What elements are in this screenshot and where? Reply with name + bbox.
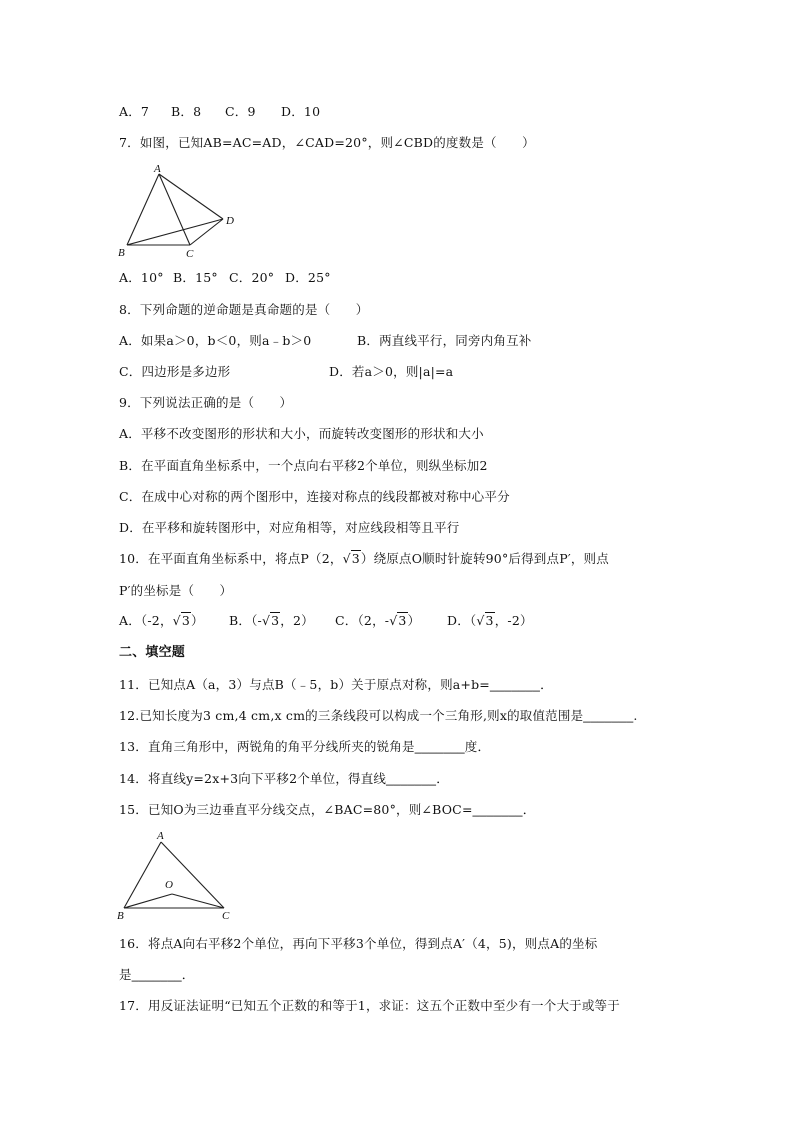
q15-label-o: O	[165, 879, 173, 891]
q16-answer-blank: _______	[131, 968, 182, 982]
q7-figure	[116, 160, 246, 260]
q15-label-a: A	[157, 830, 164, 842]
q7-stem: 7．如图，已知AB=AC=AD，∠CAD=20°，则∠CBD的度数是（ ）	[119, 135, 535, 150]
q10-option-a-sqrt: √3	[172, 613, 190, 628]
q10-stem-line1	[119, 551, 609, 567]
q10-option-b-sqrt: √3	[261, 613, 280, 628]
q10-option-c: C．（2，-√3）	[335, 613, 421, 628]
q7-label-c: C	[186, 248, 194, 260]
q12-text: 12.已知长度为3 cm,4 cm,x cm的三条线段可以构成一个三角形,则x的取值范围是	[119, 708, 584, 723]
q8-option-c: C．四边形是多边形	[119, 364, 231, 379]
q10-sqrt-3: √3	[342, 551, 360, 566]
q8-option-b: B．两直线平行，同旁内角互补	[357, 333, 532, 348]
q15-answer-blank: _______	[472, 803, 523, 817]
q7-options	[119, 270, 331, 286]
q13: 13．直角三角形中，两锐角的角平分线所夹的锐角是_______度．	[119, 739, 491, 754]
q7-label-a: A	[154, 163, 161, 175]
q11: 11．已知点A（a，3）与点B（﹣5，b）关于原点对称，则a+b=_______．	[119, 677, 553, 692]
q12: 12.已知长度为3 cm,4 cm,x cm的三条线段可以构成一个三角形,则x的取值范围是_______.	[119, 708, 638, 723]
q15: 15．已知O为三边垂直平分线交点，∠BAC=80°，则∠BOC=_______．	[119, 802, 536, 817]
q15-edge-ac	[161, 842, 224, 908]
section-title-fill-in: 二、填空题	[119, 645, 186, 660]
q15-label-b: B	[117, 910, 124, 922]
q9-option-a: A．平移不改变图形的形状和大小，而旋转改变图形的形状和大小	[119, 426, 484, 441]
q6-option-b: B．8	[171, 104, 202, 119]
q7-option-d: D．25°	[285, 270, 331, 285]
q14: 14．将直线y=2x+3向下平移2个单位，得直线_______．	[119, 771, 449, 786]
q10-option-c-sqrt: √3	[389, 613, 407, 628]
q7-option-b: B．15°	[173, 270, 218, 285]
q11-text: 11．已知点A（a，3）与点B（﹣5，b）关于原点对称，则a+b=	[119, 677, 490, 692]
q9-option-d: D．在平移和旋转图形中，对应角相等，对应线段相等且平行	[119, 520, 460, 535]
q6-option-c: C．9	[225, 104, 256, 119]
q8-option-a: A．如果a＞0，b＜0，则a﹣b＞0	[119, 333, 312, 348]
q7-edge-bd	[127, 219, 223, 245]
q14-answer-blank: _______	[386, 772, 437, 786]
q15-edge-oc	[172, 894, 224, 908]
q8-options-row2	[119, 364, 453, 380]
q8-stem: 8．下列命题的逆命题是真命题的是（ ）	[119, 302, 369, 317]
q8-options-row1	[119, 333, 532, 349]
q11-answer-blank: _______	[489, 678, 541, 692]
q15-text: 15．已知O为三边垂直平分线交点，∠BAC=80°，则∠BOC=	[119, 802, 473, 817]
q10-option-b: B．（-√3，2）	[229, 613, 314, 628]
q6-option-a: A．7	[119, 104, 150, 119]
q16-line1: 16．将点A向右平移2个单位，再向下平移3个单位，得到点A′（4，5)，则点A的坐标	[119, 936, 598, 951]
q7-option-c: C．20°	[229, 270, 275, 285]
q14-text: 14．将直线y=2x+3向下平移2个单位，得直线	[119, 771, 387, 786]
q7-label-b: B	[118, 247, 125, 259]
q13-answer-blank: _______	[414, 740, 465, 754]
q7-option-a: A．10°	[119, 270, 164, 285]
q9-option-c: C．在成中心对称的两个图形中，连接对称点的线段都被对称中心平分	[119, 489, 510, 504]
q15-edge-ab	[124, 842, 161, 908]
q17-line1: 17．用反证法证明“已知五个正数的和等于1，求证：这五个正数中至少有一个大于或等于	[119, 998, 620, 1013]
q7-label-d: D	[226, 215, 234, 227]
q10-option-d: D．（√3，-2）	[447, 613, 533, 628]
q7-edge-ab	[127, 174, 159, 245]
q12-answer-blank: _______	[583, 709, 634, 723]
q10-option-d-sqrt: √3	[476, 613, 494, 628]
q8-option-d: D．若a＞0，则|a|=a	[329, 364, 454, 379]
q15-label-c: C	[222, 910, 230, 922]
q15-figure	[116, 828, 238, 924]
q10-stem-line2: P′的坐标是（ ）	[119, 583, 233, 598]
q10-option-a: A．（-2，√3）	[119, 613, 204, 628]
q13-text: 13．直角三角形中，两锐角的角平分线所夹的锐角是	[119, 739, 415, 754]
q9-stem: 9．下列说法正确的是（ ）	[119, 395, 293, 410]
q16-text2: 是	[119, 967, 132, 982]
q10-stem-part1: 10．在平面直角坐标系中，将点P（2，	[119, 551, 343, 566]
q6-option-d: D．10	[281, 104, 321, 119]
q10-stem-part2: ）绕原点O顺时针旋转90°后得到点P′，则点	[360, 551, 609, 566]
q6-options	[119, 104, 320, 120]
q9-option-b: B．在平面直角坐标系中，一个点向右平移2个单位，则纵坐标加2	[119, 458, 488, 473]
q10-options	[119, 613, 533, 629]
q16-line2: 是_______．	[119, 967, 195, 982]
